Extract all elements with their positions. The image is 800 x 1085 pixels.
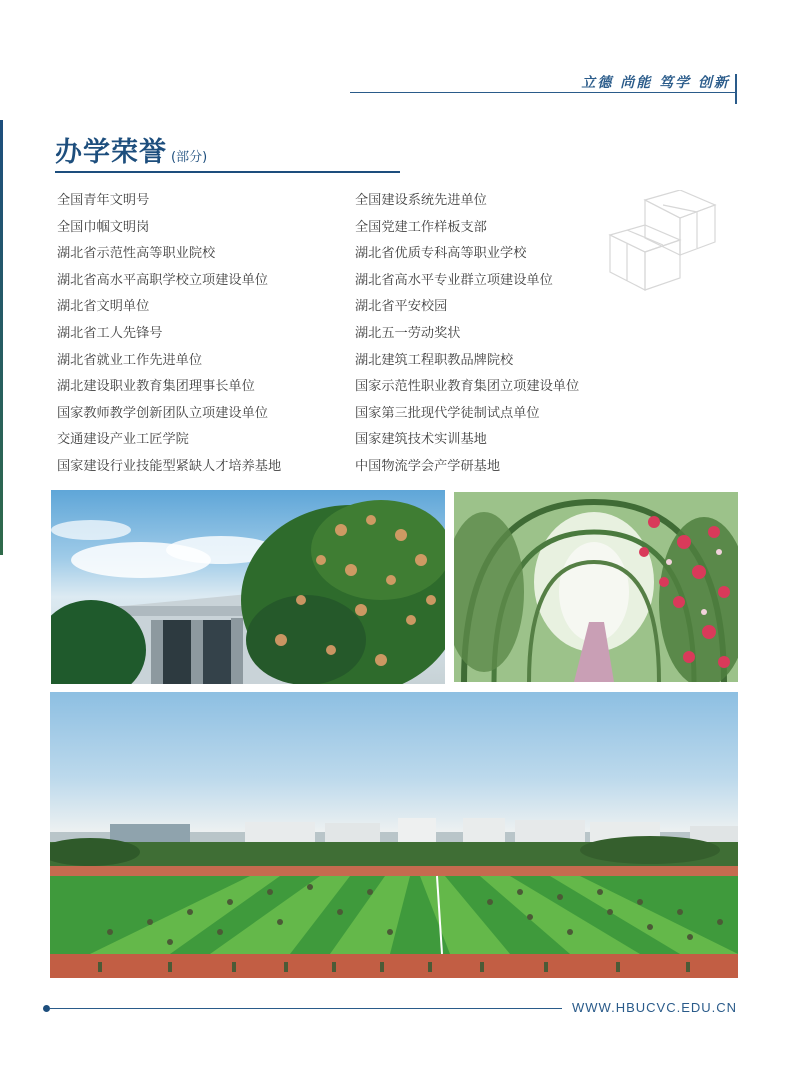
left-edge-bar: [0, 120, 3, 555]
honor-item: 湖北省优质专科高等职业学校: [355, 246, 527, 262]
honor-item: 中国物流学会产学研基地: [355, 458, 501, 474]
honor-item: 国家第三批现代学徒制试点单位: [355, 405, 540, 421]
honor-item: 湖北省平安校园: [355, 299, 448, 315]
section-title: 办学荣誉: [55, 137, 167, 168]
honors-list-right: [355, 192, 579, 485]
honor-item: 湖北五一劳动奖状: [355, 325, 461, 341]
honor-item: 湖北省高水平高职学校立项建设单位: [57, 272, 268, 288]
honor-item: 湖北省工人先锋号: [57, 325, 163, 341]
website-url[interactable]: WWW.HBUCVC.EDU.CN: [572, 1000, 738, 1015]
honor-item: 国家教师教学创新团队立项建设单位: [57, 405, 268, 421]
campus-building-illustration: [51, 490, 445, 684]
motto-rule-tick: [735, 74, 737, 104]
honor-item: 湖北省文明单位: [57, 299, 150, 315]
flower-arch-illustration: [454, 492, 738, 682]
honor-item: 全国建设系统先进单位: [355, 193, 487, 208]
honor-item: 全国青年文明号: [57, 193, 150, 208]
honor-item: 国家建筑技术实训基地: [355, 432, 487, 448]
honor-item: 国家建设行业技能型紧缺人才培养基地: [57, 458, 282, 474]
campus-building-photo: [51, 490, 445, 684]
flower-arch-path-photo: [454, 492, 738, 682]
section-subtitle: (部分): [171, 150, 208, 165]
honor-item: 湖北省就业工作先进单位: [57, 352, 203, 368]
honor-item: 湖北省高水平专业群立项建设单位: [355, 272, 553, 288]
sports-field-photo: [50, 692, 738, 978]
honors-list-left: [57, 192, 281, 485]
decorative-cube-icon: [605, 190, 720, 295]
motto-rule: [350, 92, 736, 93]
footer-rule: [50, 1008, 562, 1009]
title-underline: [55, 171, 400, 173]
honor-item: 交通建设产业工匠学院: [57, 432, 189, 448]
honor-item: 湖北建筑工程职教品牌院校: [355, 352, 514, 368]
honor-item: 湖北建设职业教育集团理事长单位: [57, 379, 255, 395]
sports-field-illustration: [50, 692, 738, 978]
honor-item: 国家示范性职业教育集团立项建设单位: [355, 379, 580, 395]
honor-item: 湖北省示范性高等职业院校: [57, 246, 216, 262]
section-heading: [55, 130, 207, 169]
footer-dot: [43, 1005, 50, 1012]
honor-item: 全国巾帼文明岗: [57, 219, 150, 235]
school-motto: 立德 尚能 笃学 创新: [581, 75, 730, 91]
honor-item: 全国党建工作样板支部: [355, 219, 487, 235]
